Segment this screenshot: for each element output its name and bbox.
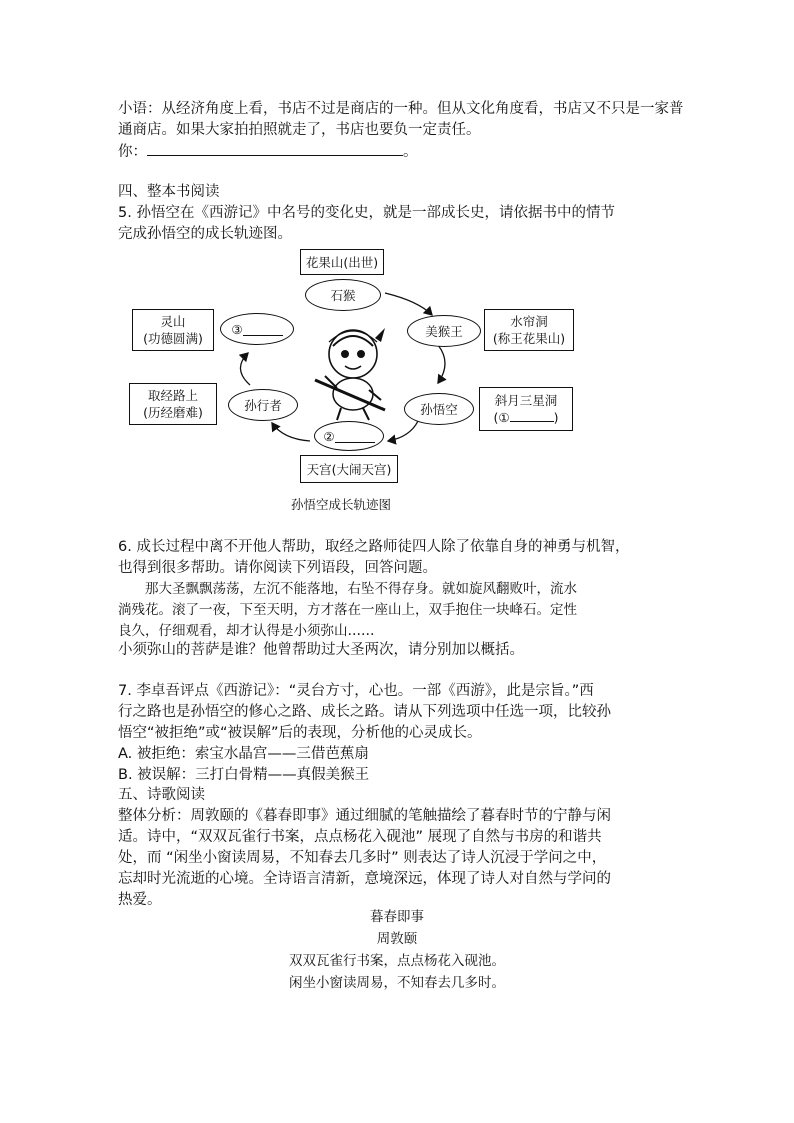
- question-5-line-1: 5. 孙悟空在《西游记》中名号的变化史，就是一部成长史，请依据书中的情节: [118, 205, 615, 221]
- option-b: B. 被误解：三打白骨精——真假美猴王: [118, 767, 370, 783]
- analysis-line-2: 适。诗中，“双双瓦雀行书案，点点杨花入砚池” 展现了自然与书房的和谐共: [118, 829, 602, 845]
- arrow-1: [385, 293, 432, 315]
- analysis-line-5: 热爱。: [118, 892, 162, 908]
- analysis-line-1: 整体分析：周敦颐的《暮春即事》通过细腻的笔触描绘了暮春时节的宁静与闲: [118, 808, 611, 824]
- growth-trajectory-diagram: [120, 245, 590, 520]
- ellipse-shihou: 石猴: [305, 279, 381, 311]
- question-7-line-1: 7. 李卓吾评点《西游记》：“灵台方寸，心也。一部《西游》，此是宗旨。”西: [118, 683, 594, 699]
- blank-2[interactable]: [335, 430, 375, 443]
- answer-blank[interactable]: [147, 141, 403, 156]
- passage-line-1: 那大圣飘飘荡荡，左沉不能落地，右坠不得存身。就如旋风翻败叶，流水: [118, 581, 577, 597]
- arrow-2: [438, 345, 445, 383]
- you-label: 你：: [118, 144, 147, 160]
- box-xieyuesanxingdong: 斜月三星洞 (① ): [479, 387, 573, 431]
- poem-author: 周敦颐: [376, 931, 418, 947]
- ellipse-meihouwang: 美猴王: [407, 315, 481, 347]
- answer-line: [118, 141, 418, 163]
- box-qujinglushang: 取经路上 (历经磨难): [129, 383, 217, 425]
- section-4-heading: 四、整本书阅读: [118, 184, 220, 200]
- blank-1[interactable]: [510, 409, 554, 422]
- poem-line-1: 双双瓦雀行书案，点点杨花入砚池。: [289, 953, 505, 969]
- diagram-caption: 孙悟空成长轨迹图: [291, 497, 392, 512]
- monkey-king-illustration: [315, 328, 385, 420]
- box-lingshan: 灵山 (功德圆满): [132, 309, 214, 351]
- poem-title: 暮春即事: [370, 909, 424, 925]
- box-huaguoshan: 花果山(出世): [300, 249, 384, 275]
- question-7-line-3: 悟空“被拒绝”或“被误解”后的表现，分析他的心灵成长。: [118, 725, 482, 741]
- dialogue-line-1: 小语：从经济角度上看，书店不过是商店的一种。但从文化角度看，书店又不只是一家普: [118, 101, 684, 117]
- answer-end: 。: [403, 144, 418, 160]
- analysis-line-3: 处，而 “闲坐小窗读周易，不知春去几多时” 则表达了诗人沉浸于学问之中，: [118, 850, 607, 866]
- box-shuiliandong: 水帘洞 (称王花果山): [484, 309, 574, 351]
- question-7-line-2: 行之路也是孙悟空的修心之路、成长之路。请从下列选项中任选一项，比较孙: [118, 704, 611, 720]
- blank-3[interactable]: [243, 323, 283, 336]
- arrow-3: [388, 421, 418, 441]
- ellipse-sunxingzhe: 孙行者: [228, 389, 298, 421]
- ellipse-sunwukong: 孙悟空: [404, 393, 474, 425]
- arrow-4: [272, 423, 310, 441]
- box-tiangong: 天宫(大闹天宫): [300, 455, 398, 483]
- option-a: A. 被拒绝：索宝水晶宫——三借芭蕉扇: [118, 746, 369, 762]
- question-6-ask: 小须弥山的菩萨是谁？他曾帮助过大圣两次，请分别加以概括。: [118, 642, 524, 658]
- arrow-5: [240, 353, 250, 385]
- passage-line-2: 淌残花。滚了一夜，下至天明，方才落在一座山上，双手抱住一块峰石。定性: [118, 602, 577, 618]
- question-6-line-2: 也得到很多帮助。请你阅读下列语段，回答问题。: [118, 560, 437, 576]
- question-5-line-2: 完成孙悟空的成长轨迹图。: [118, 226, 292, 242]
- section-5-heading: 五、诗歌阅读: [118, 787, 205, 803]
- analysis-line-4: 忘却时光流逝的心境。全诗语言清新，意境深远，体现了诗人对自然与学问的: [118, 871, 611, 887]
- poem-line-2: 闲坐小窗读周易，不知春去几多时。: [289, 975, 505, 991]
- ellipse-blank-2: ②: [314, 421, 384, 451]
- question-6-line-1: 6. 成长过程中离不开他人帮助，取经之路师徒四人除了依靠自身的神勇与机智，: [118, 539, 630, 555]
- dialogue-line-2: 通商店。如果大家拍拍照就走了，书店也要负一定责任。: [118, 122, 481, 138]
- passage-line-3: 良久，仔细观看，却才认得是小须弥山……: [118, 623, 375, 639]
- ellipse-blank-3: ③: [220, 313, 294, 345]
